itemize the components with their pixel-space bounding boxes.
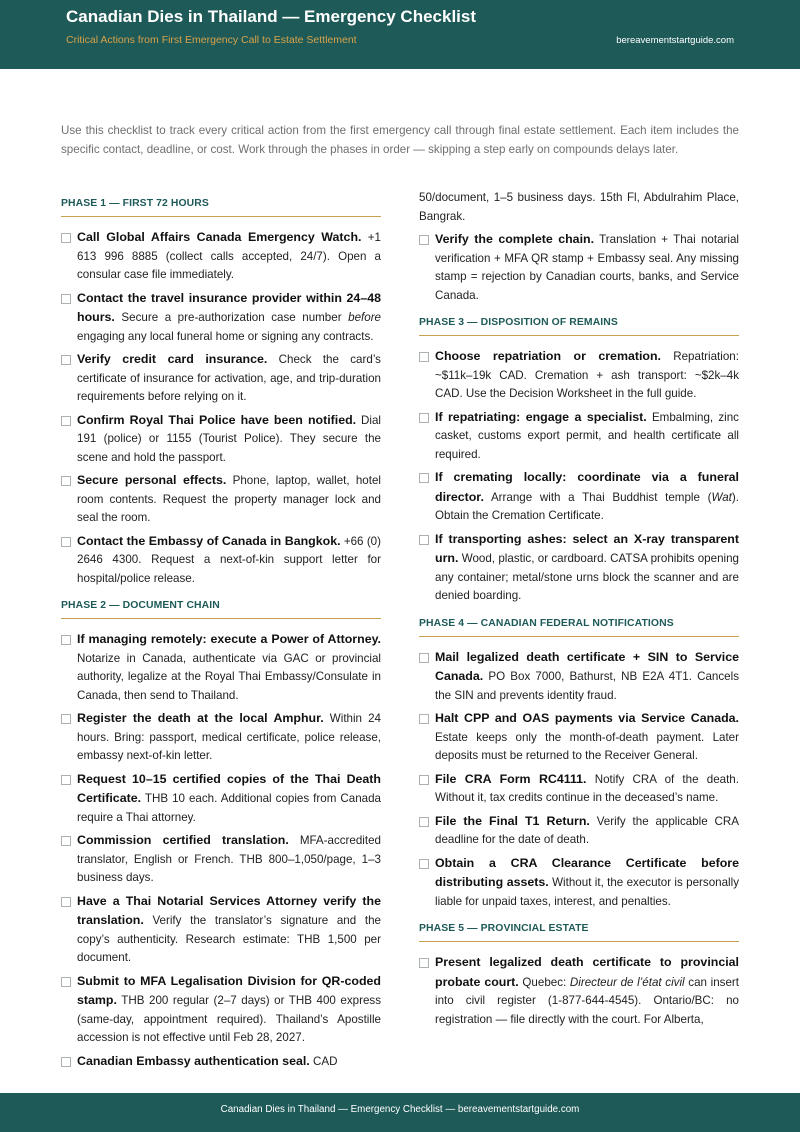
checkbox[interactable] (419, 413, 429, 423)
checkbox[interactable] (61, 233, 71, 243)
checklist-item (61, 350, 381, 407)
item-body: Embalming, zinc casket, customs export permit, and health certificate all required. (435, 410, 739, 461)
item-title: Choose repatriation or cremation. (435, 349, 661, 363)
item-text (77, 770, 381, 828)
checklist-item (61, 1052, 381, 1072)
checklist-item (61, 831, 381, 888)
item-text (77, 1052, 381, 1072)
checkbox[interactable] (419, 235, 429, 245)
checkbox[interactable] (61, 897, 71, 907)
item-body: Translation + Thai notarial verification + MFA QR stamp + Embassy seal. Any missing stamp = rejection by Canadian courts, banks, and Service Canada. (435, 233, 739, 302)
item-title: Have a Thai Notarial Services Attorney verify the translation. (77, 893, 381, 927)
item-body: +66 (0) 2646 4300. Request a next-of-kin support letter for hospital/police release. (77, 534, 381, 585)
checkbox[interactable] (419, 352, 429, 362)
item-title: Verify the complete chain. (435, 232, 595, 246)
checklist-item (61, 471, 381, 528)
item-text (77, 630, 381, 705)
checkbox[interactable] (419, 859, 429, 869)
checkbox[interactable] (61, 294, 71, 304)
checklist-item (419, 648, 739, 706)
checklist-item (419, 854, 739, 912)
item-title: Register the death at the local Amphur. (77, 711, 324, 725)
item-body: Secure a pre-authorization case number (121, 311, 342, 324)
item-body: Notify CRA of the death. Without it, tax credits continue in the deceased’s name. (435, 772, 739, 804)
item-text (77, 892, 381, 968)
checklist-item (419, 468, 739, 526)
item-text (77, 350, 381, 407)
checkbox[interactable] (61, 714, 71, 724)
item-text (77, 471, 381, 528)
item-text (435, 953, 739, 1029)
checkbox[interactable] (61, 476, 71, 486)
item-title: Secure personal effects. (77, 473, 227, 487)
checklist-item (61, 770, 381, 828)
item-text (435, 854, 739, 912)
item-body: Quebec: (522, 975, 567, 989)
checklist-item (61, 411, 381, 468)
item-body: +1 613 996 8885 (collect calls accepted, 24/7). Open a consular case file immediately. (77, 231, 381, 281)
item-title: Confirm Royal Thai Police have been notified. (77, 412, 357, 427)
item-text (77, 709, 381, 766)
checklist-item (61, 289, 381, 347)
checkbox[interactable] (61, 537, 71, 547)
checklist-item (419, 770, 739, 808)
checklist-item (419, 709, 739, 766)
phase-4-heading: PHASE 4 — CANADIAN FEDERAL NOTIFICATIONS (419, 610, 739, 637)
item-body: CAD (312, 1054, 338, 1068)
item-body: Notarize in Canada, authenticate via GAC or provincial authority, legalize at the Royal Thai Embassy/Consulate in Canada, then send to Thailand. (77, 651, 381, 702)
item-body: Within 24 hours. Bring: passport, medical certificate, police release, embassy next-of-kin letter. (77, 712, 381, 762)
checkbox[interactable] (61, 635, 71, 645)
item-body: Dial 191 (police) or 1155 (Tourist Police). They secure the scene and hold the passport. (77, 413, 381, 464)
item-title: Halt CPP and OAS payments via Service Canada. (435, 711, 739, 725)
checklist-item (61, 630, 381, 705)
checklist-item (61, 709, 381, 766)
checkbox[interactable] (61, 416, 71, 426)
item-emphasis: Directeur de l’état civil (569, 975, 685, 989)
item-body: ). Obtain the Cremation Certificate. (435, 490, 739, 522)
checklist-item (419, 347, 739, 404)
item-body: Wood, plastic, or cardboard. CATSA prohibits opening any container; metal/stone urns block the scanner and are denied boarding. (435, 552, 739, 602)
checkbox[interactable] (419, 653, 429, 663)
header-bar (0, 0, 800, 69)
checklist-item (61, 972, 381, 1048)
item-body: THB 200 regular (2–7 days) or THB 400 express (same-day, appointment required). Thailand’s Apostille accession is not effective until Feb 28, 2027. (77, 994, 382, 1044)
item-body: Phone, laptop, wallet, hotel room contents. Request the property manager lock and seal the room. (77, 474, 381, 524)
item-title: Call Global Affairs Canada Emergency Watch. (77, 230, 362, 244)
item-title: If transporting ashes: select an X-ray transparent urn. (435, 531, 739, 565)
item-text (77, 411, 381, 468)
checklist-item (419, 230, 739, 305)
item-title: Commission certified translation. (77, 833, 289, 847)
item-title: Verify credit card insurance. (77, 352, 268, 366)
checklist-item (419, 812, 739, 850)
checkbox[interactable] (61, 1057, 71, 1067)
document-subtitle: Critical Actions from First Emergency Call to Estate Settlement (66, 34, 357, 46)
item-title: If cremating locally: coordinate via a funeral director. (435, 470, 739, 504)
item-text (435, 812, 739, 850)
item-text (435, 770, 739, 808)
item-text (435, 347, 739, 404)
phase-1-heading: PHASE 1 — FIRST 72 HOURS (61, 190, 381, 217)
item-text (435, 230, 739, 305)
footer-text: Canadian Dies in Thailand — Emergency Checklist — bereavementstartguide.com (220, 1104, 580, 1115)
footer-bar (0, 1093, 800, 1132)
item-body: Verify the translator’s signature and the copy’s authenticity. Research estimate: THB 1,500 per document. (77, 914, 381, 964)
item-text (435, 408, 739, 465)
item-body: Check the card’s certificate of insurance for activation, age, and trip-duration requirements before relying on it. (77, 353, 381, 403)
item-continuation: 50/document, 1–5 business days. 15th Fl, Abdulrahim Place, Bangrak. (419, 191, 739, 223)
item-body: Without it, the executor is personally liable for unpaid taxes, interest, and penalties. (435, 876, 739, 908)
checkbox[interactable] (419, 473, 429, 483)
item-title: Present legalized death certificate to provincial probate court. (435, 955, 739, 989)
item-title: Obtain a CRA Clearance Certificate before distributing assets. (435, 855, 739, 889)
item-text (77, 289, 381, 347)
item-title: Contact the travel insurance provider within 24–48 hours. (77, 290, 381, 324)
item-body: THB 10 each. Additional copies from Canada require a Thai attorney. (77, 792, 381, 824)
checklist-item (419, 953, 739, 1029)
checklist-item (419, 530, 739, 606)
item-body: can insert into civil register (1-877-644-4545). Ontario/BC: no registration — file directly with the court. For Alberta, (435, 975, 739, 1026)
checkbox[interactable] (419, 958, 429, 968)
left-column (61, 190, 381, 1075)
intro-paragraph: Use this checklist to track every critical action from the first emergency call through final estate settlement. Each item includes the specific contact, deadline, or cost. Work through the phases in order — skipping a step early on compounds delays later. (61, 124, 739, 156)
item-text (77, 831, 381, 888)
checkbox[interactable] (419, 775, 429, 785)
phase-2-heading: PHASE 2 — DOCUMENT CHAIN (61, 592, 381, 619)
item-title: If managing remotely: execute a Power of Attorney. (77, 632, 381, 646)
item-title: Submit to MFA Legalisation Division for QR-coded stamp. (77, 973, 381, 1007)
checklist-item (61, 228, 381, 285)
item-text (77, 228, 381, 285)
checklist-item (61, 532, 381, 589)
checkbox[interactable] (61, 355, 71, 365)
item-title: Request 10–15 certified copies of the Thai Death Certificate. (77, 771, 381, 805)
item-body: engaging any local funeral home or signing any contracts. (77, 329, 374, 343)
item-body: Verify the applicable CRA deadline for the date of death. (435, 814, 739, 846)
item-text (435, 468, 739, 526)
item-text (435, 648, 739, 706)
item-text (77, 532, 381, 589)
item-title: Canadian Embassy authentication seal. (77, 1053, 310, 1068)
checklist-item (61, 892, 381, 968)
checkbox[interactable] (419, 535, 429, 545)
item-text (435, 530, 739, 606)
phase-3-heading: PHASE 3 — DISPOSITION OF REMAINS (419, 309, 739, 336)
item-title: File CRA Form RC4111. (435, 771, 587, 786)
document-title: Canadian Dies in Thailand — Emergency Checklist (66, 7, 477, 26)
item-body: Arrange with a Thai Buddhist temple ( (490, 490, 712, 504)
checkbox[interactable] (419, 817, 429, 827)
checkbox[interactable] (61, 775, 71, 785)
item-title: If repatriating: engage a specialist. (435, 409, 647, 424)
item-emphasis: Wat (711, 490, 732, 504)
checkbox[interactable] (61, 977, 71, 987)
item-text (77, 972, 381, 1048)
item-body: Estate keeps only the month-of-death payment. Later deposits must be returned to the Receiver General. (435, 730, 739, 762)
item-title: Contact the Embassy of Canada in Bangkok. (77, 533, 341, 548)
header-site-link[interactable]: bereavementstartguide.com (616, 35, 734, 46)
item-title: File the Final T1 Return. (435, 813, 590, 828)
item-body: MFA-accredited translator, English or French. THB 800–1,050/page, 1–3 business days. (77, 834, 381, 884)
phase-5-heading: PHASE 5 — PROVINCIAL ESTATE (419, 915, 739, 942)
item-emphasis: before (348, 311, 381, 324)
item-body: PO Box 7000, Bathurst, NB E2A 4T1. Cancels the SIN and prevents identity fraud. (435, 670, 739, 702)
right-column (419, 189, 739, 1033)
item-title: Mail legalized death certificate + SIN to Service Canada. (435, 649, 739, 683)
checklist-item (419, 408, 739, 465)
item-body: Repatriation: ~$11k–19k CAD. Cremation + ash transport: ~$2k–4k CAD. Use the Decision Worksheet in the full guide. (435, 350, 739, 400)
checkbox[interactable] (61, 836, 71, 846)
checkbox[interactable] (419, 714, 429, 724)
item-text (435, 709, 739, 766)
